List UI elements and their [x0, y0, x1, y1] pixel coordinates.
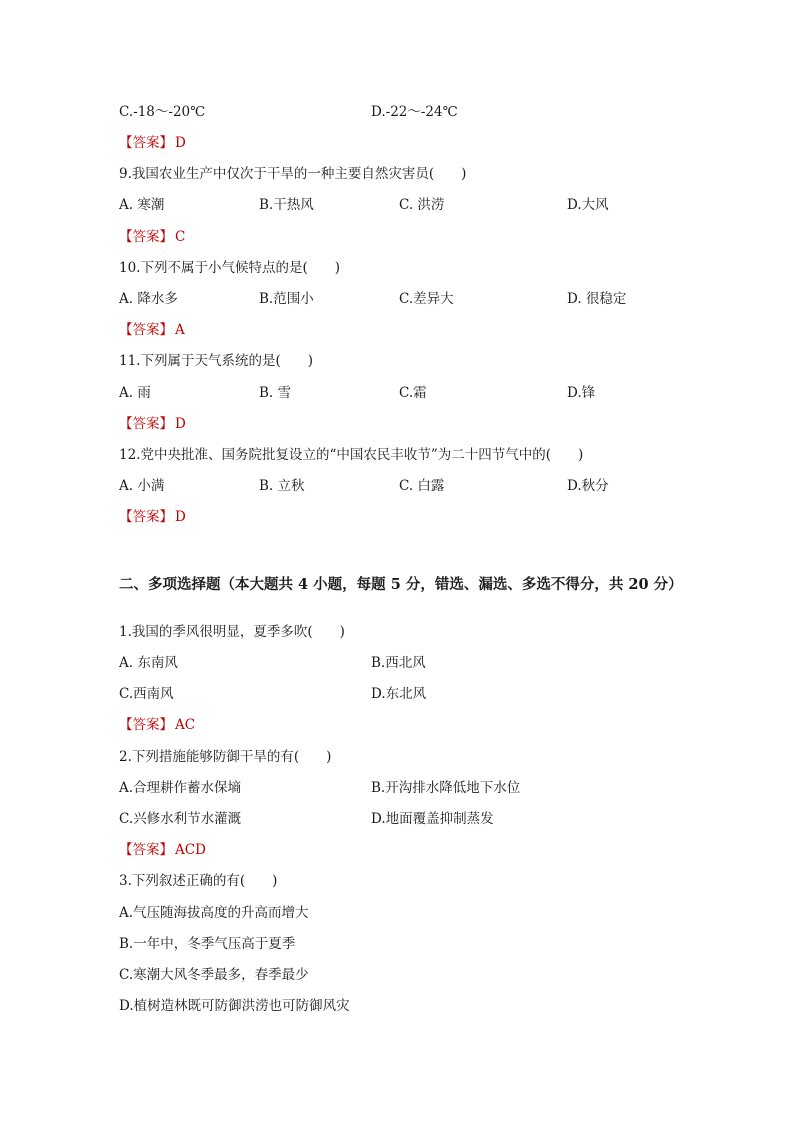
m1-option-b: B.西北风 — [371, 655, 426, 671]
question-9-stem: 9.我国农业生产中仅次于干旱的一种主要自然灾害员( ) — [119, 166, 467, 182]
answer-label: 【答案】 — [119, 322, 173, 338]
answer-q10 — [119, 321, 185, 339]
option-d: D.-22～-24℃ — [371, 104, 458, 120]
q12-option-c: C. 白露 — [399, 478, 445, 494]
answer-value: D — [175, 135, 186, 151]
q10-option-a: A. 降水多 — [119, 291, 178, 307]
answer-label: 【答案】 — [119, 416, 173, 432]
q11-option-c: C.霜 — [399, 385, 427, 401]
answer-label: 【答案】 — [119, 842, 173, 858]
q10-option-c: C.差异大 — [399, 291, 454, 307]
q11-option-a: A. 雨 — [119, 385, 151, 401]
q10-option-b: B.范围小 — [259, 291, 314, 307]
answer-m2 — [119, 841, 206, 859]
question-11-stem: 11.下列属于天气系统的是( ) — [119, 353, 314, 369]
multi-1-stem: 1.我国的季风很明显，夏季多吹( ) — [119, 624, 345, 640]
q12-option-b: B. 立秋 — [259, 478, 305, 494]
m2-option-c: C.兴修水利节水灌溉 — [119, 811, 242, 827]
m2-option-a: A.合理耕作蓄水保墒 — [119, 780, 242, 796]
answer-label: 【答案】 — [119, 717, 173, 733]
answer-label: 【答案】 — [119, 509, 173, 525]
answer-q12 — [119, 508, 186, 526]
q9-option-b: B.干热风 — [259, 197, 314, 213]
q11-option-b: B. 雪 — [259, 385, 292, 401]
m2-option-b: B.开沟排水降低地下水位 — [371, 780, 521, 796]
m3-option-a: A.气压随海拔高度的升高而增大 — [119, 905, 309, 921]
answer-q9 — [119, 228, 185, 246]
q9-option-a: A. 寒潮 — [119, 197, 165, 213]
question-10-stem: 10.下列不属于小气候特点的是( ) — [119, 260, 341, 276]
m1-option-d: D.东北风 — [371, 686, 427, 702]
q9-option-c: C. 洪涝 — [399, 197, 445, 213]
question-12-stem: 12.党中央批准、国务院批复设立的“中国农民丰收节”为二十四节气中的( ) — [119, 447, 584, 463]
answer-value: AC — [175, 717, 196, 733]
q10-option-d: D. 很稳定 — [567, 291, 627, 307]
answer-value: C — [175, 229, 186, 245]
answer-label: 【答案】 — [119, 229, 173, 245]
answer-value: ACD — [175, 842, 206, 858]
multi-2-stem: 2.下列措施能够防御干旱的有( ) — [119, 749, 332, 765]
answer-value: A — [175, 322, 185, 338]
m3-option-b: B.一年中，冬季气压高于夏季 — [119, 936, 296, 952]
answer-m1 — [119, 716, 195, 734]
answer-value: D — [175, 416, 186, 432]
q11-option-d: D.锋 — [567, 385, 596, 401]
m1-option-a: A. 东南风 — [119, 655, 178, 671]
answer-value: D — [175, 509, 186, 525]
q12-option-a: A. 小满 — [119, 478, 165, 494]
q9-option-d: D.大风 — [567, 197, 609, 213]
m2-option-d: D.地面覆盖抑制蒸发 — [371, 811, 494, 827]
m3-option-d: D.植树造林既可防御洪涝也可防御风灾 — [119, 998, 350, 1014]
section-title: 二、多项选择题（本大题共 4 小题，每题 5 分，错选、漏选、多选不得分，共 20 分） — [119, 576, 683, 593]
answer-label: 【答案】 — [119, 135, 173, 151]
answer-q8 — [119, 134, 186, 152]
m3-option-c: C.寒潮大风冬季最多，春季最少 — [119, 967, 309, 983]
option-c: C.-18～-20℃ — [119, 104, 206, 120]
m1-option-c: C.西南风 — [119, 686, 174, 702]
multi-3-stem: 3.下列叙述正确的有( ) — [119, 873, 278, 889]
q12-option-d: D.秋分 — [567, 478, 609, 494]
answer-q11 — [119, 415, 186, 433]
